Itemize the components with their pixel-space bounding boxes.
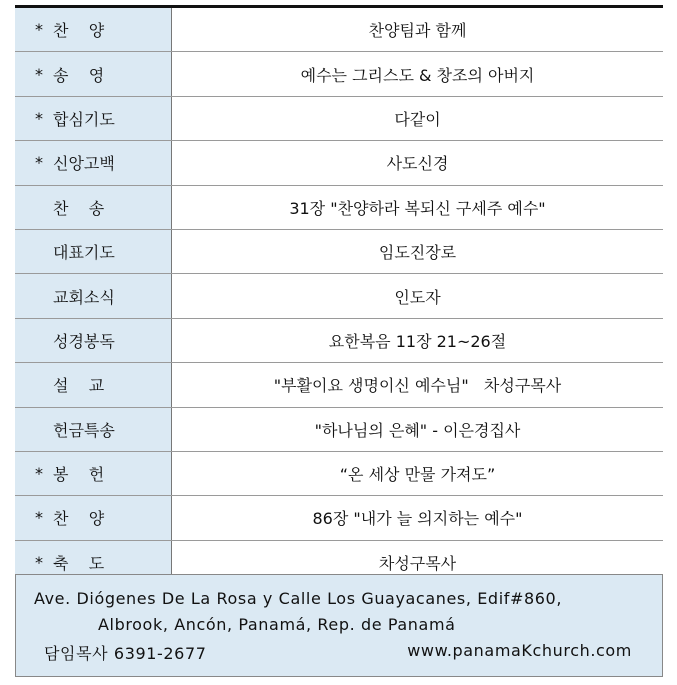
- address-line-1: Ave. Diógenes De La Rosa y Calle Los Guayacanes, Edif#860,: [34, 589, 563, 608]
- order-label-cell: [15, 274, 172, 317]
- order-row: [15, 319, 663, 363]
- order-label: 성경봉독: [53, 331, 115, 351]
- order-label: 설 교: [53, 376, 105, 396]
- pastor-phone: 담임목사 6391-2677: [44, 644, 207, 663]
- order-label-cell: [15, 141, 172, 184]
- service-order-table: [15, 5, 663, 588]
- order-row: [15, 230, 663, 274]
- order-label: 찬 양: [53, 509, 105, 529]
- order-content: "하나님의 은혜" - 이은경집사: [314, 420, 521, 440]
- order-row: [15, 97, 663, 141]
- standing-marker: *: [35, 108, 43, 128]
- order-row: [15, 52, 663, 96]
- order-label: 합심기도: [53, 109, 115, 129]
- order-label: 대표기도: [53, 243, 115, 263]
- order-content: “온 세상 만물 가져도”: [339, 465, 496, 485]
- order-row: [15, 496, 663, 540]
- order-content: 찬양팀과 함께: [368, 21, 467, 41]
- order-label-cell: [15, 319, 172, 362]
- order-content: 차성구목사: [378, 554, 457, 574]
- address-line-2: Albrook, Ancón, Panamá, Rep. de Panamá: [98, 615, 456, 634]
- order-label-cell: [15, 52, 172, 95]
- order-label-cell: [15, 8, 172, 51]
- order-content: 86장 "내가 늘 의지하는 예수": [312, 509, 523, 529]
- order-label-cell: [15, 452, 172, 495]
- order-row: [15, 274, 663, 318]
- order-row: [15, 8, 663, 52]
- order-content: 예수는 그리스도 & 창조의 아버지: [300, 65, 535, 85]
- order-row: [15, 452, 663, 496]
- standing-marker: *: [35, 153, 43, 173]
- order-label-cell: [15, 186, 172, 229]
- order-label: 교회소식: [53, 287, 115, 307]
- standing-marker: *: [35, 64, 43, 84]
- order-content: "부활이요 생명이신 예수님" 차성구목사: [273, 376, 562, 396]
- order-content: 인도자: [394, 287, 441, 307]
- order-label-cell: [15, 363, 172, 406]
- standing-marker: *: [35, 464, 43, 484]
- order-content: 31장 "찬양하라 복되신 구세주 예수": [289, 198, 546, 218]
- standing-marker: *: [35, 553, 43, 573]
- order-label: 신앙고백: [53, 154, 115, 174]
- order-content: 다같이: [394, 109, 441, 129]
- order-content: 요한복음 11장 21~26절: [328, 331, 507, 351]
- order-label-cell: [15, 496, 172, 539]
- order-content: 사도신경: [386, 154, 449, 174]
- order-label-cell: [15, 97, 172, 140]
- order-row: [15, 141, 663, 185]
- order-label: 송 영: [53, 65, 105, 85]
- order-label: 찬 송: [53, 198, 105, 218]
- order-content: 임도진장로: [378, 243, 457, 263]
- order-label: 봉 헌: [53, 465, 105, 485]
- website-link[interactable]: www.panamaKchurch.com: [407, 641, 632, 660]
- order-label-cell: [15, 230, 172, 273]
- order-label: 헌금특송: [53, 420, 115, 440]
- order-row: [15, 363, 663, 407]
- order-row: [15, 408, 663, 452]
- standing-marker: *: [35, 20, 43, 40]
- church-info-box: [15, 574, 663, 677]
- order-label: 축 도: [53, 554, 105, 574]
- order-row: [15, 186, 663, 230]
- order-label: 찬 양: [53, 21, 105, 41]
- order-label-cell: [15, 408, 172, 451]
- standing-marker: *: [35, 508, 43, 528]
